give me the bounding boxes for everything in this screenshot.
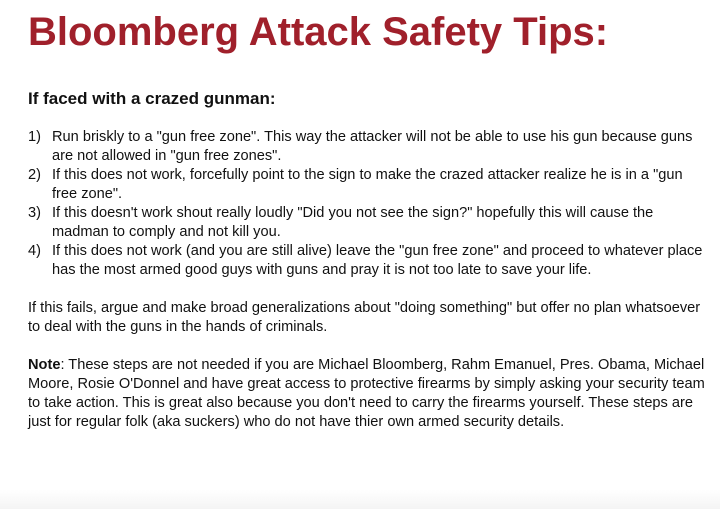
section-subtitle: If faced with a crazed gunman: <box>28 89 276 108</box>
document-body <box>28 128 708 432</box>
note-label: Note <box>28 357 61 373</box>
list-item-number: 2) <box>28 167 41 183</box>
spacer <box>28 337 708 356</box>
list-item-text: If this does not work (and you are still alive) leave the "gun free zone" and proceed to whatever place has the most armed good guys with guns and pray it is not too late to save your life. <box>52 243 703 278</box>
list-item-text: Run briskly to a "gun free zone". This way the attacker will not be able to use his gun because guns are not allowed in "gun free zones". <box>52 129 693 164</box>
note-paragraph <box>28 356 708 432</box>
note-text: : These steps are not needed if you are Michael Bloomberg, Rahm Emanuel, Pres. Obama, Michael Moore, Rosie O'Donnel and have great access to protective firearms by simply asking your security team to take action. This is great also because you don't need to carry the firearms yourself. These steps are just for regular folk (aka suckers) who do not have thier own armed security details. <box>28 357 705 430</box>
page-bottom-edge <box>0 490 720 509</box>
list-item <box>28 166 708 204</box>
spacer <box>28 280 708 299</box>
list-item-number: 3) <box>28 205 41 221</box>
page-title: Bloomberg Attack Safety Tips: <box>28 10 609 54</box>
paragraph-text: If this fails, argue and make broad generalizations about "doing something" but offer no plan whatsoever to deal with the guns in the hands of criminals. <box>28 300 701 335</box>
list-item-text: If this does not work, forcefully point to the sign to make the crazed attacker realize he is in a "gun free zone". <box>52 167 683 202</box>
list-item-number: 1) <box>28 129 41 145</box>
list-item-number: 4) <box>28 243 41 259</box>
list-item <box>28 128 708 166</box>
list-item <box>28 242 708 280</box>
list-item-text: If this doesn't work shout really loudly "Did you not see the sign?" hopefully this will cause the madman to comply and not kill you. <box>52 205 654 240</box>
list-item <box>28 204 708 242</box>
steps-list <box>28 128 708 280</box>
